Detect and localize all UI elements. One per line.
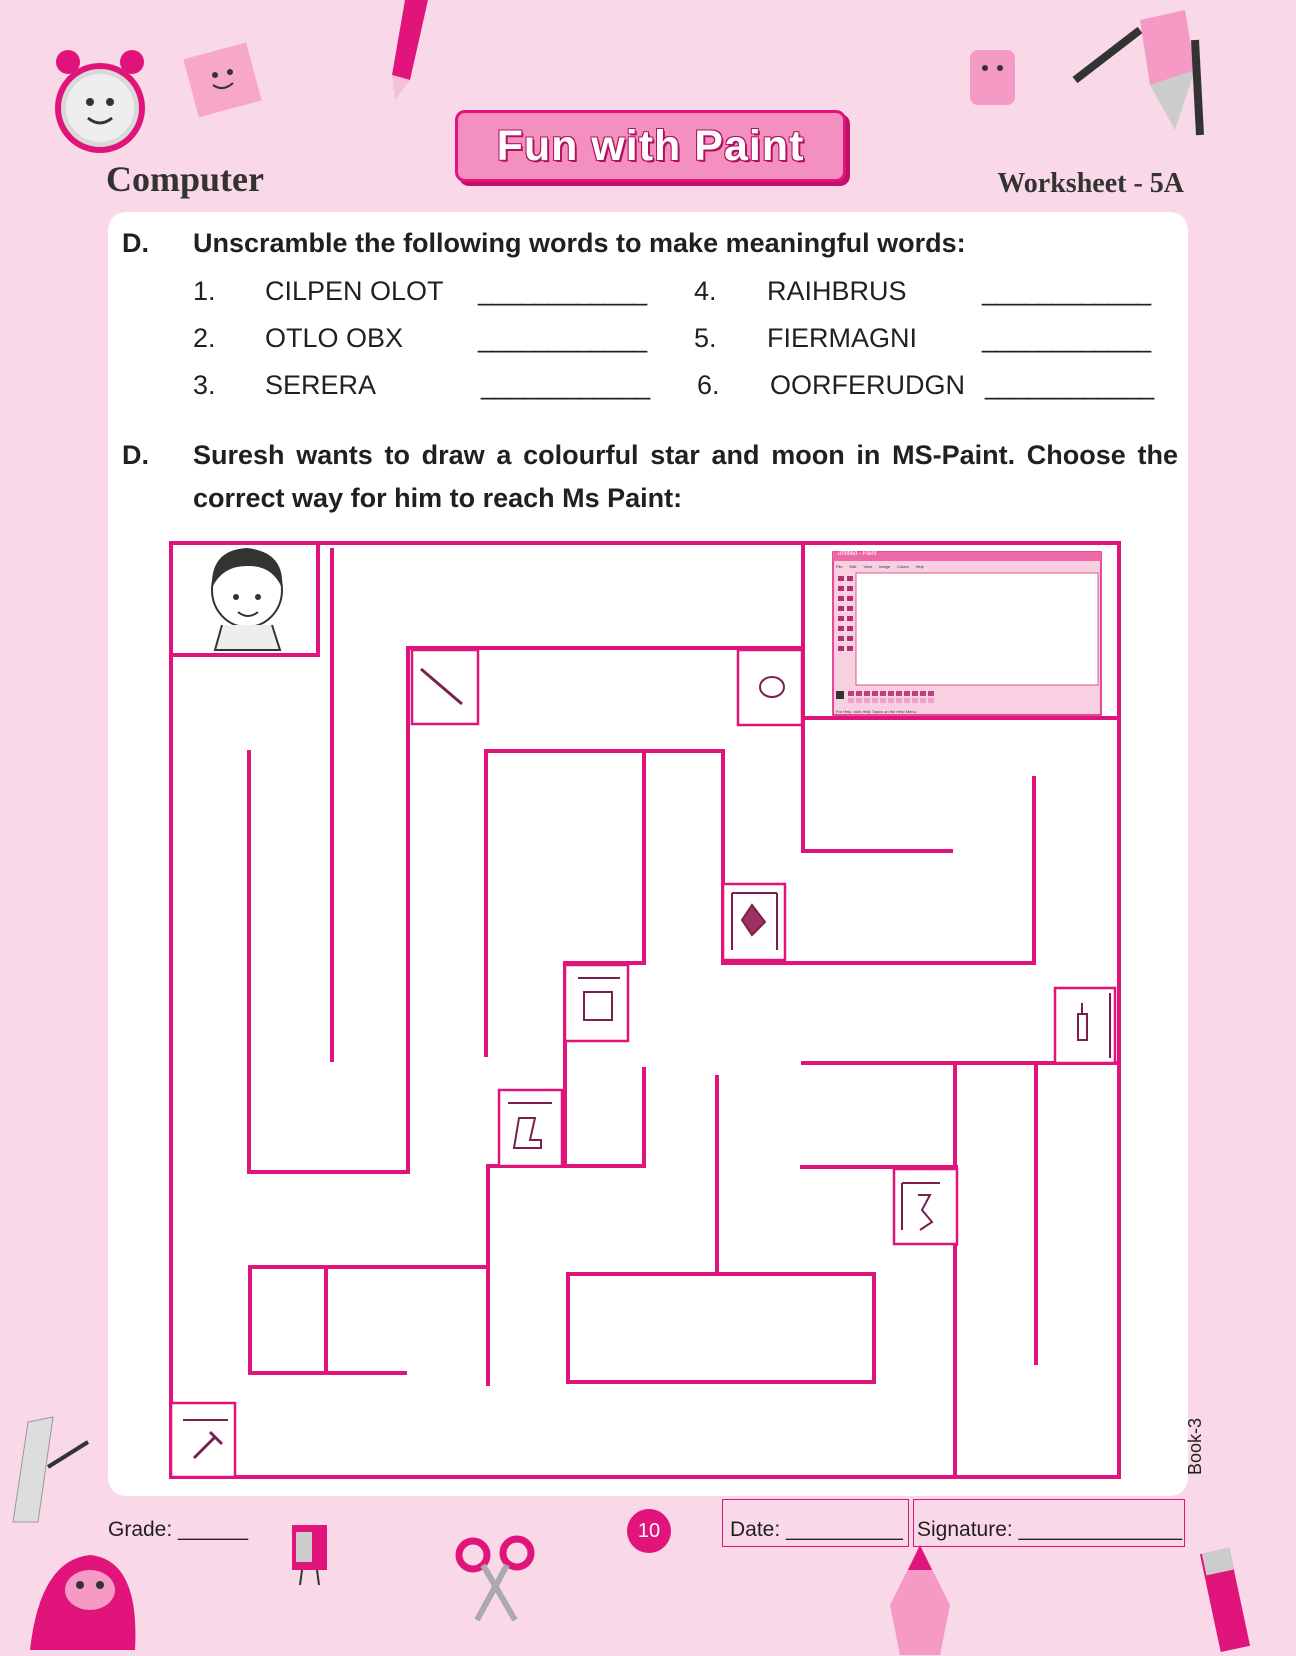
item-number: 3.: [193, 370, 216, 400]
question-2-text-line-1: Suresh wants to draw a colourful star and moon in MS-Paint. Choose the: [193, 440, 1178, 470]
pen-character-icon: [1190, 1540, 1270, 1656]
boy-icon: [212, 548, 282, 650]
item-number: 6.: [697, 370, 720, 400]
rectangle-tool-box: [565, 965, 628, 1041]
scrambled-word: OTLO OBX: [265, 323, 404, 353]
free-select-tool-box: [499, 1090, 562, 1166]
brush-tool-box: [1055, 988, 1115, 1063]
scrambled-word: RAIHBRUS: [767, 276, 907, 306]
paint-menu-bar: [836, 564, 924, 569]
answer-blank[interactable]: ____________: [478, 323, 647, 353]
paint-status-bar: For Help, click Help Topics on the Help Menu.: [836, 709, 917, 714]
page-number: 10: [627, 1509, 671, 1553]
date-field[interactable]: Date: __________: [730, 1518, 903, 1541]
color-picker-tool-box: [171, 1403, 235, 1477]
item-number: 5.: [694, 323, 717, 353]
answer-blank[interactable]: ____________: [985, 370, 1154, 400]
pencil-character-icon-bottom: [880, 1545, 960, 1656]
answer-blank[interactable]: ____________: [481, 370, 650, 400]
question-1-text: Unscramble the following words to make meaningful words:: [193, 228, 966, 258]
grade-field[interactable]: Grade: ______: [108, 1518, 249, 1541]
paint-window-title: untitled - Paint: [838, 551, 877, 557]
answer-blank[interactable]: ____________: [982, 323, 1151, 353]
paint-window: [833, 552, 1101, 715]
scissors-icon: [455, 1535, 535, 1625]
paint-menu-file: File: [836, 564, 843, 569]
paint-menu-view: View: [863, 564, 872, 569]
answer-blank[interactable]: ____________: [478, 276, 647, 306]
question-2-label: D.: [122, 440, 149, 470]
scrambled-word: OORFERUDGN: [770, 370, 965, 400]
question-1-label: D.: [122, 228, 149, 258]
answer-blank[interactable]: ____________: [982, 276, 1151, 306]
line-tool-box: [412, 650, 478, 724]
item-number: 1.: [193, 276, 216, 306]
page-title: Fun with Paint: [496, 121, 805, 170]
scrambled-word: CILPEN OLOT: [265, 276, 444, 306]
paint-menu-help: Help: [915, 564, 924, 569]
book-label: Book-3: [1185, 1417, 1205, 1475]
worksheet-label: Worksheet - 5A: [997, 168, 1184, 199]
paint-menu-edit: Edit: [849, 564, 857, 569]
scrambled-word: SERERA: [265, 370, 377, 400]
signature-field[interactable]: Signature: ______________: [917, 1518, 1183, 1541]
scrambled-word: FIERMAGNI: [767, 323, 918, 353]
item-number: 4.: [694, 276, 717, 306]
subject-heading: Computer: [106, 159, 264, 199]
paint-menu-colors: Colors: [897, 564, 909, 569]
question-2-text-line-2: correct way for him to reach Ms Paint:: [193, 483, 683, 513]
paint-menu-image: Image: [878, 564, 891, 569]
curve-tool-box: [894, 1169, 957, 1244]
item-number: 2.: [193, 323, 216, 353]
ruler-character-icon: [8, 1412, 98, 1532]
backpack-icon: [20, 1530, 150, 1656]
ellipse-tool-box: [738, 650, 802, 725]
sharpener-icon: [282, 1520, 347, 1590]
